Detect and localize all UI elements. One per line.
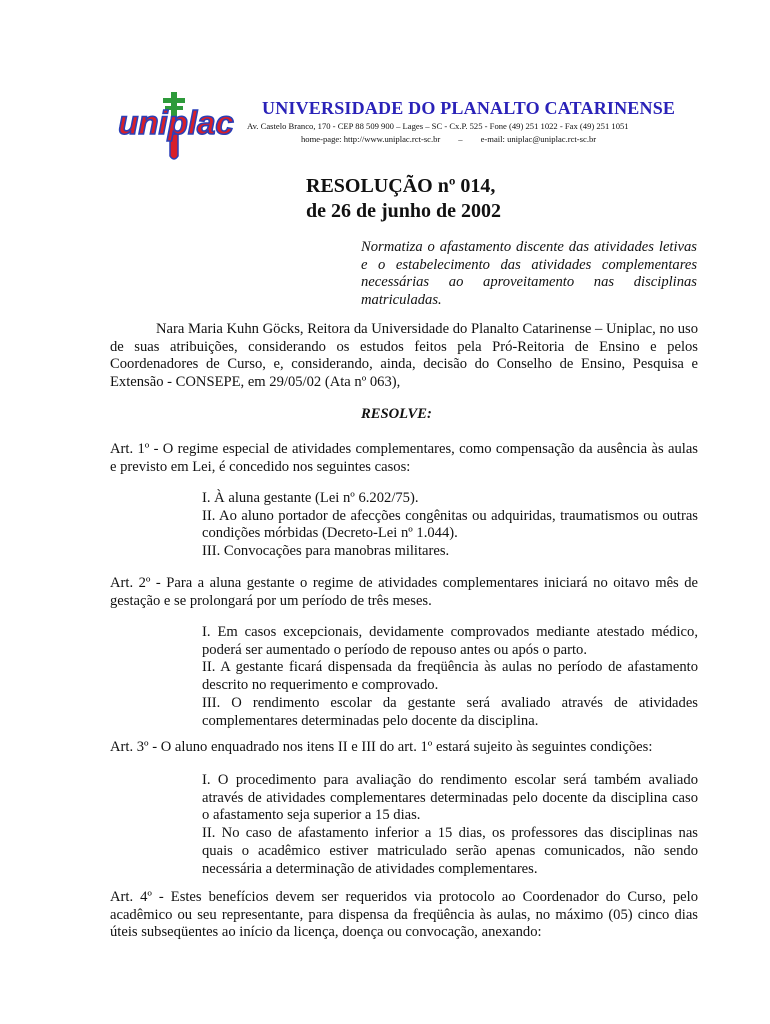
list-item: I. Em casos excepcionais, devidamente comprovados mediante atestado médico, poderá ser aumentado o período de repouso antes ou após o parto.: [202, 624, 698, 658]
list-item: III. O rendimento escolar da gestante será avaliado através de atividades complementares determinadas pelo docente da disciplina.: [202, 694, 698, 729]
list-item: III. Convocações para manobras militares.: [202, 543, 450, 560]
resolution-date: de 26 de junho de 2002: [306, 200, 502, 222]
resolution-summary: Normatiza o afastamento discente das atividades letivas e o estabelecimento das atividades complementares necessárias ao aproveitamento nas disciplinas matriculadas.: [361, 239, 697, 308]
resolution-number: RESOLUÇÃO nº 014,: [306, 175, 496, 197]
list-item: I. À aluna gestante (Lei nº 6.202/75).: [202, 490, 419, 506]
list-item: II. A gestante ficará dispensada da freqüência às aulas no período de afastamento descrito no requerimento e comprovado.: [202, 659, 698, 694]
resolve-heading: RESOLVE:: [361, 406, 432, 422]
article-2: Art. 2º - Para a aluna gestante o regime de atividades complementares iniciará no oitavo mês de gestação e se prolongará por um período de três meses.: [110, 575, 698, 609]
separator: –: [458, 134, 463, 144]
article-3-items: [202, 772, 698, 878]
list-item: II. Ao aluno portador de afecções congênitas ou adquiridas, traumatismos ou outras condições mórbidas (Decreto-Lei nº 1.044).: [202, 507, 698, 542]
uniplac-logo: [112, 90, 240, 162]
article-3: Art. 3º - O aluno enquadrado nos itens II e III do art. 1º estará sujeito às seguintes condições:: [110, 739, 653, 755]
university-address: Av. Castelo Branco, 170 - CEP 88 509 900 – Lages – SC - Cx.P. 525 - Fone (49) 251 1022 - Fax (49) 251 1051: [247, 121, 629, 131]
university-contacts: [301, 134, 596, 144]
email-text: e-mail: uniplac@uniplac.rct-sc.br: [480, 134, 597, 144]
list-item: II. No caso de afastamento inferior a 15 dias, os professores das disciplinas nas quais o acadêmico estiver matriculado serão apenas comunicados, não sendo necessária a determinação de atividades complementares.: [202, 825, 698, 877]
article-1: Art. 1º - O regime especial de atividades complementares, como compensação da ausência às aulas e previsto em Lei, é concedido nos seguintes casos:: [110, 441, 698, 475]
logo-wordmark: uniplac: [118, 104, 234, 141]
list-item: I. O procedimento para avaliação do rendimento escolar será também avaliado através de atividades complementares determinadas pelo docente da disciplina caso o afastamento seja superior a 15 dias.: [202, 772, 698, 824]
homepage-text: home-page: http://www.uniplac.rct-sc.br: [301, 134, 441, 144]
article-1-items: [202, 490, 698, 561]
article-2-items: [202, 624, 698, 730]
article-4: Art. 4º - Estes benefícios devem ser requeridos via protocolo ao Coordenador do Curso, pelo acadêmico ou seu representante, para dispensa da freqüência às aulas, no máximo (05) cinco dias úteis subseqüentes ao início da licença, doença ou convocação, anexando:: [110, 889, 698, 941]
intro-paragraph: Nara Maria Kuhn Göcks, Reitora da Universidade do Planalto Catarinense – Uniplac, no uso de suas atribuições, considerando os estudos feitos pela Pró-Reitoria de Ensino e pelos Coordenadores de Curso, e, considerando, ainda, decisão do Conselho de Ensino, Pesquisa e Extensão - CONSEPE, em 29/05/02 (Ata nº 063),: [110, 321, 698, 391]
university-name: UNIVERSIDADE DO PLANALTO CATARINENSE: [262, 98, 676, 118]
resolution-title: [306, 174, 501, 224]
